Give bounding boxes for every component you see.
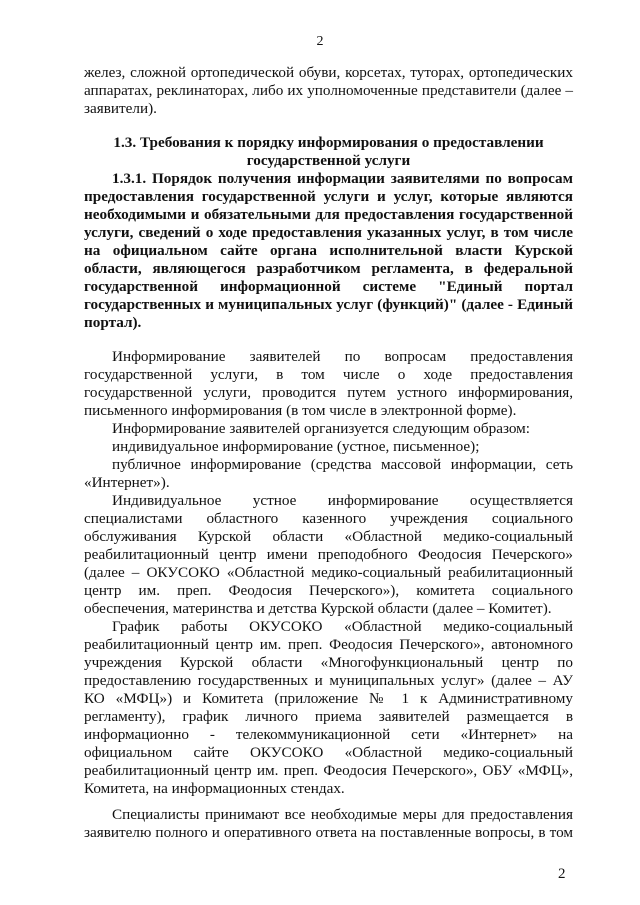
text-line: обслуживания Курской области «Областной медико-социальный — [84, 528, 573, 545]
text-line: необходимыми и обязательными для предоставления государственной — [84, 206, 573, 223]
text-line: области, являющегося разработчиком регламента, в федеральной — [84, 260, 573, 277]
text-line: заявителю полного и оперативного ответа на поставленные вопросы, в том — [84, 824, 573, 841]
text-line: регламенту), график личного приема заявителей размещается в — [84, 708, 573, 725]
text-line: обеспечения, материнства и детства Курской области (далее – Комитет). — [84, 600, 552, 617]
text-line: 1.3.1. Порядок получения информации заявителями по вопросам — [112, 170, 573, 187]
text-line: индивидуальное информирование (устное, письменное); — [112, 438, 480, 455]
text-line: Информирование заявителей организуется следующим образом: — [112, 420, 531, 437]
text-line: центр им. преп. Феодосия Печерского»), комитета социального — [84, 582, 573, 599]
text-line: публичное информирование (средства массовой информации, сеть — [112, 456, 573, 473]
text-line: 1.3. Требования к порядку информирования о предоставлении — [113, 134, 544, 151]
text-line: Информирование заявителей по вопросам предоставления — [112, 348, 573, 365]
text-line: реабилитационный центр им. преп. Феодосия Печерского», автономного — [84, 636, 573, 653]
text-line: государственной услуги — [246, 152, 411, 169]
text-line: информационно - телекоммуникационной сети «Интернет» на — [84, 726, 573, 743]
text-line: услуги, сведений о ходе предоставления указанных услуг, в том числе — [84, 224, 573, 241]
text-line: учреждения Курской области «Многофункциональный центр по — [84, 654, 573, 671]
text-line: специалистами областного казенного учреждения социального — [84, 510, 573, 527]
text-line: «Интернет»). — [84, 474, 170, 491]
text-line: реабилитационный центр им. преп. Феодосия Печерского», ОБУ «МФЦ», — [84, 762, 573, 779]
text-line: Индивидуальное устное информирование осуществляется — [112, 492, 573, 509]
text-line: письменного информирования (в том числе в электронной форме). — [84, 402, 517, 419]
text-line: реабилитационный центр имени преподобного Феодосия Печерского» — [84, 546, 573, 563]
text-line: государственной услуги, в том числе о ходе предоставления — [84, 366, 573, 383]
text-line: График работы ОКУСОКО «Областной медико-социальный — [112, 618, 573, 635]
page-number-top: 2 — [316, 34, 324, 49]
text-line: желез, сложной ортопедической обуви, корсетах, туторах, ортопедических — [84, 64, 573, 81]
text-line: аппаратах, реклинаторах, либо их уполномоченные представители (далее – — [84, 82, 573, 99]
text-line: государственной информационной системе "Единый портал — [84, 278, 573, 295]
text-line: КО «МФЦ») и Комитета (приложение № 1 к Административному — [84, 690, 573, 707]
text-line: (далее – ОКУСОКО «Областной медико-социальный реабилитационный — [84, 564, 573, 581]
text-line: портал). — [84, 314, 142, 331]
text-line: государственных и муниципальных услуг (функций)" (далее - Единый — [84, 296, 573, 313]
text-line: официальном сайте ОКУСОКО «Областной медико-социальный — [84, 744, 573, 761]
text-line: заявители). — [84, 100, 157, 117]
text-line: предоставлению государственных и муниципальных услуг» (далее – АУ — [84, 672, 573, 689]
page-number-bottom: 2 — [558, 866, 566, 882]
text-line: на официальном сайте органа исполнительной власти Курской — [84, 242, 573, 259]
text-line: предоставления государственной услуги и услуг, которые являются — [84, 188, 573, 205]
text-line: Комитета, на информационных стендах. — [84, 780, 345, 797]
text-line: Специалисты принимают все необходимые меры для предоставления — [112, 806, 573, 823]
text-line: государственной услуги, проводится путем устного информирования, — [84, 384, 573, 401]
